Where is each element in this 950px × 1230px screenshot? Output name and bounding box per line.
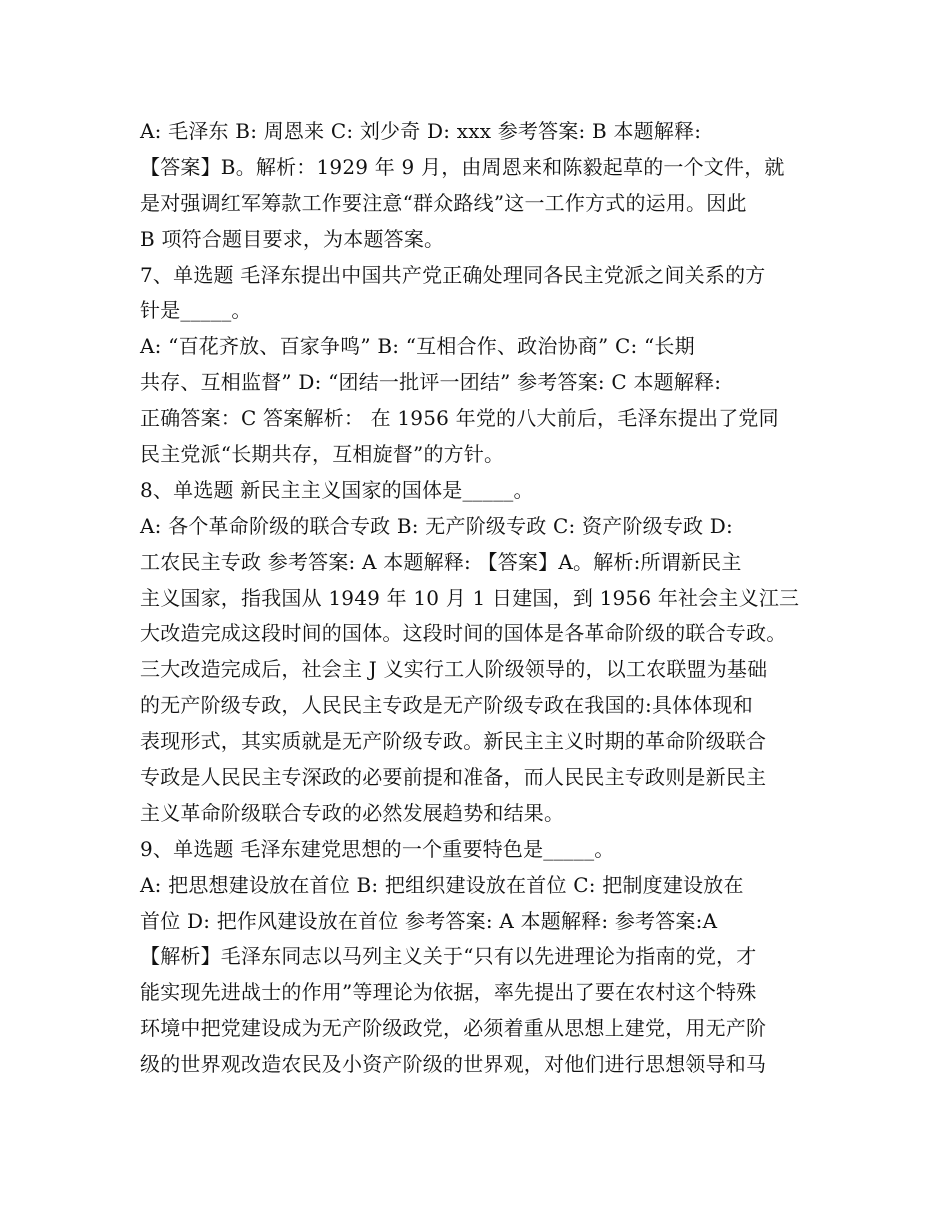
text-line: A: 把思想建设放在首位 B: 把组织建设放在首位 C: 把制度建设放在 <box>140 872 744 897</box>
question-8-line: 8、单选题 新民主主义国家的国体是_____。 <box>140 477 534 502</box>
text-line: 主义革命阶级联合专政的必然发展趋势和结果。 <box>140 800 565 825</box>
text-line: 表现形式，其实质就是无产阶级专政。新民主主义时期的革命阶级联合 <box>140 729 767 754</box>
text-line: 民主党派“长期共存，互相旋督”的方针。 <box>140 442 505 467</box>
text-line: 工农民主专政 参考答案: A 本题解释: 【答案】A。解析:所谓新民主 <box>140 549 742 574</box>
text-line: 共存、互相监督” D: “团结一批评一团结” 参考答案: C 本题解释: <box>140 370 722 395</box>
text-line: 环境中把党建设成为无产阶级政党，必须着重从思想上建党，用无产阶 <box>140 1016 767 1041</box>
text-line: 首位 D: 把作风建设放在首位 参考答案: A 本题解释: 参考答案:A <box>140 908 718 933</box>
text-line: 级的世界观改造农民及小资产阶级的世界观，对他们进行思想领导和马 <box>140 1052 767 1077</box>
document-body <box>140 114 820 1083</box>
text-line: A: “百花齐放、百家争鸣” B: “互相合作、政治协商” C: “长期 <box>140 334 695 359</box>
text-line: 正确答案：C 答案解析： 在 1956 年党的八大前后，毛泽东提出了党同 <box>140 406 779 431</box>
text-line: 三大改造完成后，社会主 J 义实行工人阶级领导的，以工农联盟为基础 <box>140 657 768 682</box>
text-line: A: 各个革命阶级的联合专政 B: 无产阶级专政 C: 资产阶级专政 D: <box>140 513 733 538</box>
text-line: 大改造完成这段时间的国体。这段时间的国体是各革命阶级的联合专政。 <box>140 621 787 646</box>
text-line: 【答案】B。解析：1929 年 9 月，由周恩来和陈毅起草的一个文件，就 <box>140 154 785 179</box>
text-line: 是对强调红军筹款工作要注意“群众路线”这一工作方式的运用。因此 <box>140 190 747 215</box>
text-line: 专政是人民民主专深政的必要前提和准备，而人民民主专政则是新民主 <box>140 765 767 790</box>
question-9-line: 9、单选题 毛泽东建党思想的一个重要特色是_____。 <box>140 836 615 861</box>
text-line: 针是_____。 <box>140 298 252 323</box>
text-line: 能实现先进战士的作用”等理论为依据，率先提出了要在农村这个特殊 <box>140 980 757 1005</box>
text-line: A: 毛泽东 B: 周恩来 C: 刘少奇 D: xxx 参考答案: B 本题解释: <box>140 119 702 143</box>
question-7-line: 7、单选题 毛泽东提出中国共产党正确处理同各民主党派之间关系的方 <box>140 262 766 287</box>
text-line: 【解析】毛泽东同志以马列主义关于“只有以先进理论为指南的党，才 <box>140 944 757 969</box>
text-line: B 项符合题目要求，为本题答案。 <box>140 226 445 251</box>
text-line: 的无产阶级专政，人民民主专政是无产阶级专政在我国的:具体体现和 <box>140 693 753 718</box>
text-line: 主义国家，指我国从 1949 年 10 月 1 日建国，到 1956 年社会主义江三 <box>140 585 800 610</box>
